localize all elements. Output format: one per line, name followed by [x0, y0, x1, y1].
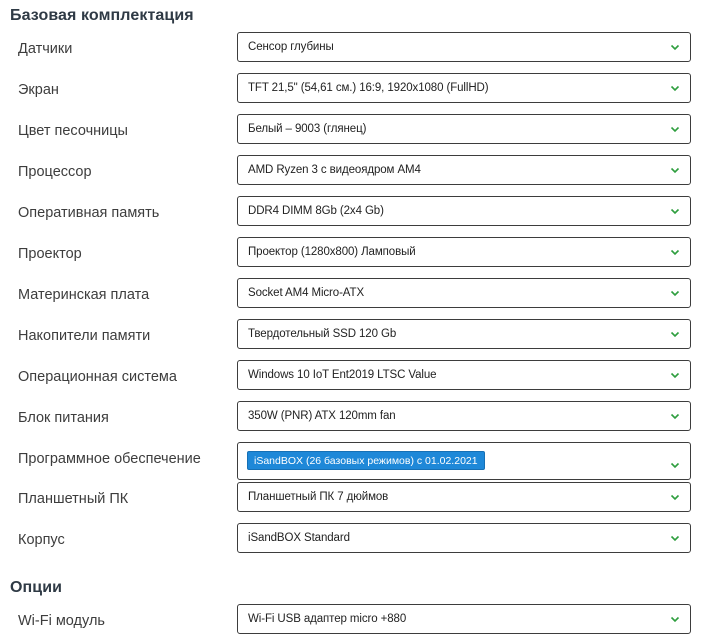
select-value: DDR4 DIMM 8Gb (2x4 Gb): [248, 205, 384, 217]
select-ram[interactable]: [237, 196, 691, 226]
select-software[interactable]: [237, 442, 691, 480]
row-label-sensors: Датчики: [18, 41, 73, 57]
select-wifi[interactable]: [237, 604, 691, 634]
select-value: Wi-Fi USB адаптер micro +880: [248, 613, 407, 625]
chevron-down-icon: [670, 248, 680, 256]
row-label-os: Операционная система: [18, 369, 177, 385]
select-projector[interactable]: [237, 237, 691, 267]
chevron-down-icon: [670, 412, 680, 420]
select-value: Socket AM4 Micro-ATX: [248, 287, 365, 299]
select-sandbox-color[interactable]: [237, 114, 691, 144]
chevron-down-icon: [670, 289, 680, 297]
select-value: Проектор (1280x800) Ламповый: [248, 246, 416, 258]
select-psu[interactable]: [237, 401, 691, 431]
selected-chip[interactable]: iSandBOX (26 базовых режимов) с 01.02.2021: [247, 451, 485, 470]
row-label-projector: Проектор: [18, 246, 82, 262]
select-motherboard[interactable]: [237, 278, 691, 308]
select-value: Windows 10 IoT Ent2019 LTSC Value: [248, 369, 437, 381]
chevron-down-icon: [670, 125, 680, 133]
chevron-down-icon: [670, 166, 680, 174]
row-label-software: Программное обеспечение: [18, 451, 201, 467]
row-label-wifi: Wi-Fi модуль: [18, 613, 105, 629]
chevron-down-icon: [670, 493, 680, 501]
row-label-ram: Оперативная память: [18, 205, 160, 221]
select-storage[interactable]: [237, 319, 691, 349]
chevron-down-icon: [670, 534, 680, 542]
select-value: 350W (PNR) ATX 120mm fan: [248, 410, 396, 422]
chevron-down-icon: [670, 43, 680, 51]
row-label-tablet: Планшетный ПК: [18, 491, 129, 507]
chevron-down-icon: [670, 615, 680, 623]
select-screen[interactable]: [237, 73, 691, 103]
select-value: Планшетный ПК 7 дюймов: [248, 491, 389, 503]
row-label-motherboard: Материнская плата: [18, 287, 150, 303]
select-value: Твердотельный SSD 120 Gb: [248, 328, 397, 340]
chevron-down-icon: [670, 330, 680, 338]
select-value: AMD Ryzen 3 с видеоядром AM4: [248, 164, 421, 176]
row-label-storage: Накопители памяти: [18, 328, 151, 344]
select-value: Белый – 9003 (глянец): [248, 123, 367, 135]
row-label-screen: Экран: [18, 82, 59, 98]
row-label-processor: Процессор: [18, 164, 92, 180]
select-processor[interactable]: [237, 155, 691, 185]
chevron-down-icon: [670, 207, 680, 215]
select-value: Сенсор глубины: [248, 41, 334, 53]
row-label-case: Корпус: [18, 532, 65, 548]
chevron-down-icon: [670, 371, 680, 379]
section-title-options: Опции: [10, 579, 63, 596]
select-value: iSandBOX Standard: [248, 532, 350, 544]
select-sensors[interactable]: [237, 32, 691, 62]
section-title-base: Базовая комплектация: [10, 7, 194, 24]
select-value: TFT 21,5" (54,61 см.) 16:9, 1920x1080 (FullHD): [248, 82, 489, 94]
chevron-down-icon: [670, 84, 680, 92]
select-os[interactable]: [237, 360, 691, 390]
row-label-psu: Блок питания: [18, 410, 109, 426]
select-case[interactable]: [237, 523, 691, 553]
select-tablet[interactable]: [237, 482, 691, 512]
row-label-sandbox-color: Цвет песочницы: [18, 123, 128, 139]
chevron-down-icon: [670, 461, 680, 469]
